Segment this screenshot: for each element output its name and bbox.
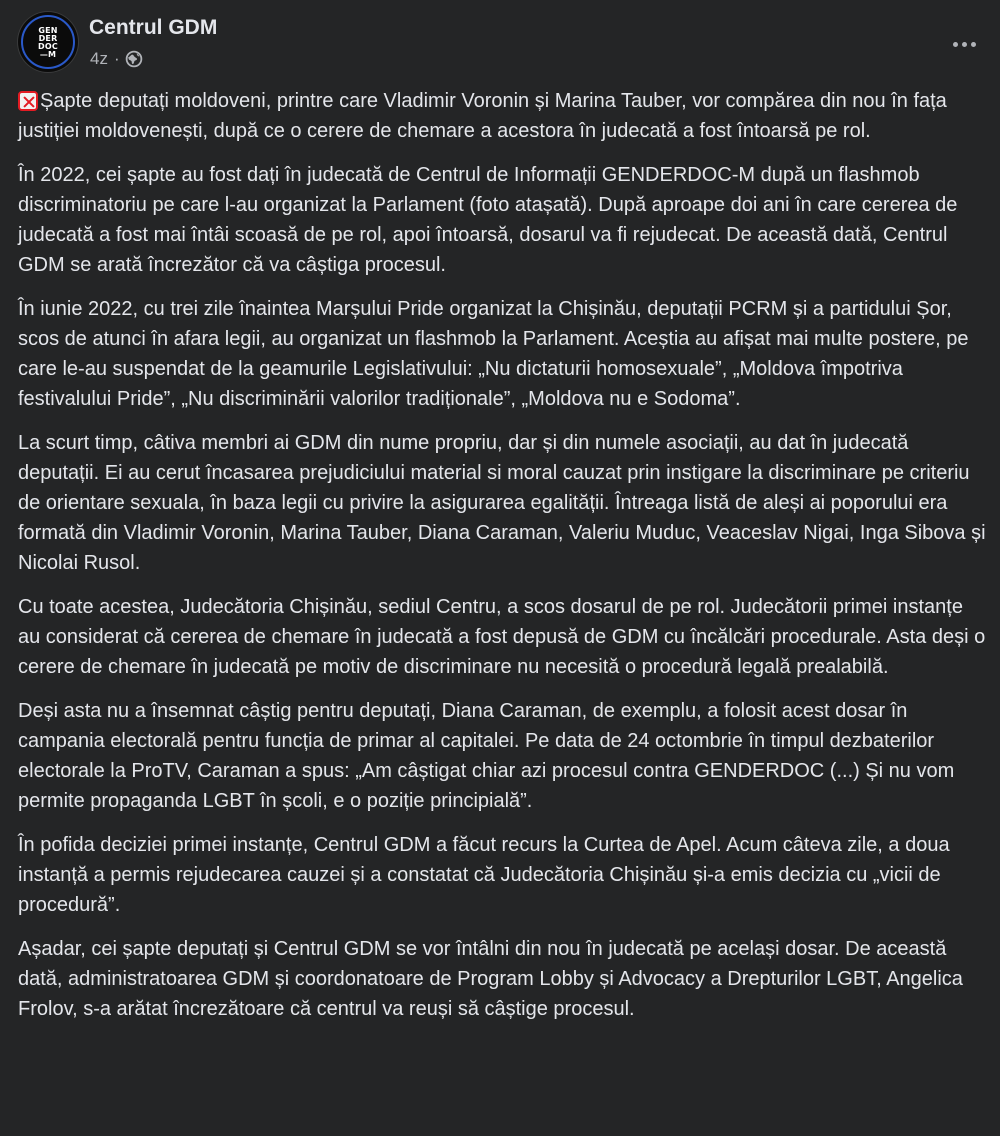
avatar-logo-text: GEN DER DOC —M	[38, 26, 58, 59]
cross-mark-icon	[18, 91, 38, 111]
post-paragraph-8: Așadar, cei șapte deputați și Centrul GDM se vor întâlni din nou în judecată pe același dosar. De această dată, administratoarea GDM și coordonatoare de Program Lobby și Advocacy a Drepturilor LGBT, Angelica Frolov, s-a arătat încrezătoare că centrul va reuși să câștige procesul.	[18, 938, 963, 1020]
paragraph-text: Șapte deputați moldoveni, printre care Vladimir Voronin și Marina Tauber, vor compărea din nou în fața justiției moldovenești, după ce o cerere de chemare a acestora în judecată a fost întoarsă pe rol.	[18, 90, 947, 142]
post-paragraph-7: În pofida deciziei primei instanțe, Centrul GDM a făcut recurs la Curtea de Apel. Acum câteva zile, a doua instanță a permis rejudecarea cauzei și a constatat că Judecătoria Chișinău și-a emis decizia cu „vicii de procedură”.	[18, 834, 950, 916]
post-paragraph-2: În 2022, cei șapte au fost dați în judecată de Centrul de Informații GENDERDOC-M după un flashmob discriminatoriu pe care l-au organizat la Parlament (foto atașată). După aproape doi ani în care cererea de judecată a fost mai întâi scoasă de pe rol, apoi întoarsă, dosarul va fi rejudecat. De această dată, Centrul GDM se arată încrezător că va câștiga procesul.	[18, 164, 958, 276]
post-paragraph-5: Cu toate acestea, Judecătoria Chișinău, sediul Centru, a scos dosarul de pe rol. Judecătorii primei instanțe au considerat că cererea de chemare în judecată a fost depusă de GDM cu încălcări procedurale. Asta deși o cerere de chemare în judecată pe motiv de discriminare nu necesită o procedură legală prealabilă.	[18, 596, 986, 678]
post-author[interactable]: Centrul GDM	[89, 16, 218, 39]
post-paragraph-4: La scurt timp, câtiva membri ai GDM din nume propriu, dar și din numele asociații, au dat în judecată deputații. Ei au cerut încasarea prejudiciului material si moral cauzat prin instigare la discriminare pe criteriu de orientare sexuala, în baza legii cu privire la asigurarea egalității. Întreaga listă de aleși ai poporului era formată din Vladimir Voronin, Marina Tauber, Diana Caraman, Valeriu Muduc, Veaceslav Nigai, Inga Sibova și Nicolai Rusol.	[18, 432, 986, 574]
globe-icon[interactable]	[125, 50, 143, 68]
post-paragraph-6: Deși asta nu a însemnat câștig pentru deputați, Diana Caraman, de exemplu, a folosit acest dosar în campania electorală pentru funcția de primar al capitalei. Pe data de 24 octombrie în timpul dezbaterilor electorale la ProTV, Caraman a spus: „Am câștigat chiar azi procesul contra GENDERDOC (...) Și nu vom permite propaganda LGBT în școli, e o poziție principială”.	[18, 700, 955, 812]
more-options-button[interactable]	[946, 26, 982, 62]
post-content	[18, 86, 986, 1038]
post-meta	[90, 49, 143, 69]
page-avatar[interactable]	[18, 12, 78, 72]
post-header	[18, 12, 982, 72]
post-paragraph-3: În iunie 2022, cu trei zile înaintea Marșului Pride organizat la Chișinău, deputații PCRM și a partidului Șor, scos de atunci în afara legii, au organizat un flashmob la Parlament. Aceștia au afișat mai multe postere, pe care le-au suspendat de la geamurile Legislativului: „Nu dictaturii homosexuale”, „Moldova împotriva festivalului Pride”, „Nu discriminării valorilor tradiționale”, „Moldova nu e Sodoma”.	[18, 298, 969, 410]
more-dot-3	[971, 42, 976, 47]
more-dot-2	[962, 42, 967, 47]
post-paragraph-1	[18, 86, 986, 146]
more-dot-1	[953, 42, 958, 47]
post-timestamp[interactable]: 4z	[90, 49, 108, 68]
meta-separator: ·	[113, 49, 120, 68]
